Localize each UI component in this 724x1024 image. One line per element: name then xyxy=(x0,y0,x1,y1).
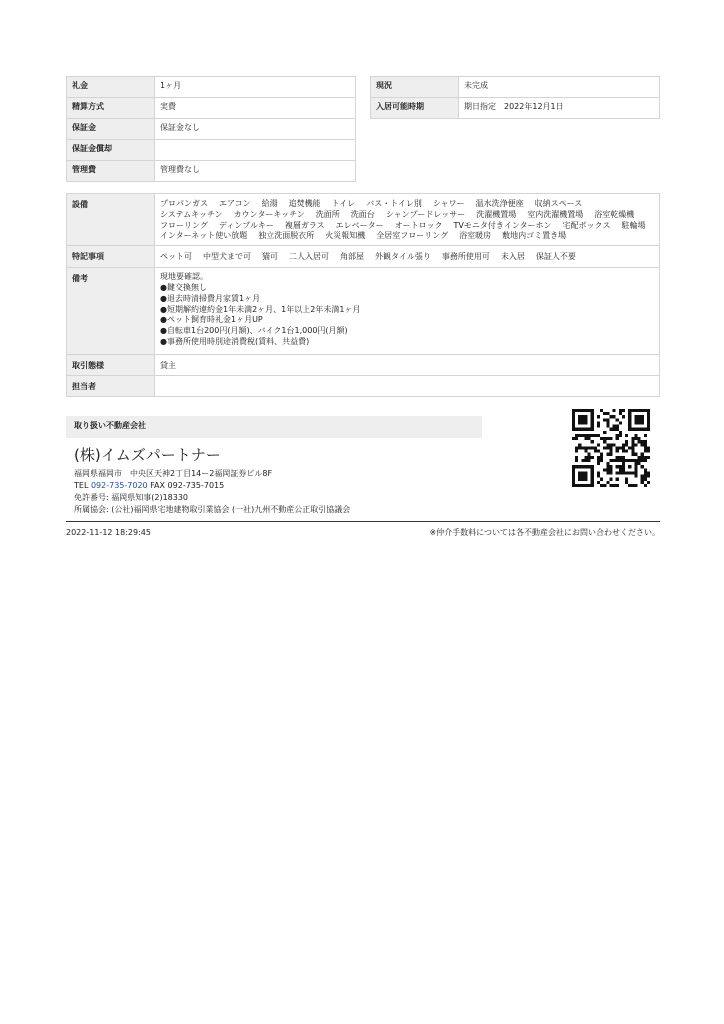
transaction-value: 貸主 xyxy=(155,354,660,375)
facility-item: TVモニタ付きインターホン xyxy=(453,220,552,230)
facility-item: 洗濯機置場 xyxy=(476,209,517,219)
facility-item: 室内洗濯機置場 xyxy=(527,209,584,219)
special-note-item: 猫可 xyxy=(262,252,278,262)
table-row xyxy=(67,375,660,396)
facilities-list xyxy=(160,199,654,242)
facility-item: 火災報知機 xyxy=(325,231,366,241)
fax-label: FAX xyxy=(150,481,165,490)
move-in-label: 入居可能時期 xyxy=(371,98,459,119)
table-row xyxy=(67,119,356,140)
facility-item: ディンプルキー xyxy=(218,220,274,230)
facility-item: エレベーター xyxy=(335,220,384,230)
table-row xyxy=(67,77,356,98)
facilities-value xyxy=(155,194,660,246)
key-money-value: 1ヶ月 xyxy=(155,77,356,98)
qr-code-icon xyxy=(572,409,650,487)
status-table xyxy=(370,76,660,119)
management-fee-label: 管理費 xyxy=(67,161,155,182)
table-row xyxy=(67,98,356,119)
facility-item: フローリング xyxy=(160,220,208,230)
facility-item: 複層ガラス xyxy=(284,220,325,230)
facility-item: バス・トイレ別 xyxy=(366,199,422,208)
details-table xyxy=(66,193,660,397)
table-row xyxy=(371,98,660,119)
facility-item: 全居室フローリング xyxy=(376,231,449,241)
remark-line: 現地要確認。 xyxy=(160,272,208,282)
company-section-header: 取り扱い不動産会社 xyxy=(66,416,482,438)
table-row xyxy=(67,246,660,268)
facility-item: 収納スペース xyxy=(534,199,583,208)
facility-item: 独立洗面脱衣所 xyxy=(258,231,315,241)
remark-line: ●短期解約違約金1年未満2ヶ月、1年以上2年未満1ヶ月 xyxy=(160,304,361,314)
facility-item: トイレ xyxy=(331,199,356,208)
company-address: 福岡県福岡市 中央区天神2丁目14ー2福岡証券ビル8F xyxy=(74,469,273,478)
remark-line: ●鍵交換無し xyxy=(160,282,207,292)
deposit-amortization-value xyxy=(155,140,356,161)
facility-item: プロパンガス xyxy=(160,199,208,208)
divider xyxy=(66,521,660,522)
facility-item: 敷地内ゴミ置き場 xyxy=(502,231,567,241)
move-in-value: 期日指定 2022年12月1日 xyxy=(459,98,660,119)
facility-item: 洗面所 xyxy=(315,209,340,219)
license-number: 免許番号: 福岡県知事(2)18330 xyxy=(74,493,189,502)
table-row xyxy=(67,140,356,161)
special-note-item: 事務所使用可 xyxy=(441,252,490,262)
special-notes-label: 特記事項 xyxy=(67,246,155,268)
remark-line: ●ペット飼育時礼金1ヶ月UP xyxy=(160,315,263,325)
rent-terms-table xyxy=(66,76,356,182)
brokerage-fee-note: ※仲介手数料については各不動産会社にお問い合わせください。 xyxy=(429,528,660,537)
facility-item: シャンプードレッサー xyxy=(385,209,466,219)
special-note-item: ペット可 xyxy=(160,252,192,262)
deposit-value: 保証金なし xyxy=(155,119,356,140)
special-note-item: 外観タイル張り xyxy=(375,252,431,262)
facility-item: 洗面台 xyxy=(350,209,375,219)
settlement-label: 精算方式 xyxy=(67,98,155,119)
facility-item: インターネット使い放題 xyxy=(160,231,248,241)
table-row xyxy=(67,161,356,182)
remark-line: ●事務所使用時別途消費税(賃料、共益費) xyxy=(160,336,310,346)
facility-item: シャワー xyxy=(432,199,465,208)
remarks-list xyxy=(160,272,654,348)
remarks-value xyxy=(155,268,660,355)
key-money-label: 礼金 xyxy=(67,77,155,98)
facility-item: 宅配ボックス xyxy=(562,220,611,230)
special-note-item: 未入居 xyxy=(500,252,525,262)
person-in-charge-label: 担当者 xyxy=(67,375,155,396)
company-info xyxy=(74,468,350,516)
transaction-label: 取引態様 xyxy=(67,354,155,375)
facilities-label: 設備 xyxy=(67,194,155,246)
special-notes-list xyxy=(160,252,654,263)
facility-item: 温水洗浄便座 xyxy=(475,199,524,208)
facility-item: カウンターキッチン xyxy=(233,209,305,219)
person-in-charge-value xyxy=(155,375,660,396)
deposit-amortization-label: 保証金償却 xyxy=(67,140,155,161)
facility-item: 駐輪場 xyxy=(621,220,646,230)
special-note-item: 角部屋 xyxy=(340,252,364,262)
remark-line: ●自転車1台200円(月額)、バイク1台1,000円(月額) xyxy=(160,326,348,336)
special-note-item: 二人入居可 xyxy=(289,252,329,262)
facility-item: 浴室乾燥機 xyxy=(594,209,635,219)
special-notes-value xyxy=(155,246,660,268)
table-row xyxy=(67,268,660,355)
status-value: 未完成 xyxy=(459,77,660,98)
table-row xyxy=(371,77,660,98)
management-fee-value: 管理費なし xyxy=(155,161,356,182)
special-note-item: 中型犬まで可 xyxy=(203,252,251,262)
remarks-label: 備考 xyxy=(67,268,155,355)
facility-item: システムキッチン xyxy=(160,209,223,219)
facility-item: 給湯 xyxy=(261,199,278,208)
print-timestamp: 2022-11-12 18:29:45 xyxy=(66,528,151,537)
fax-number: 092-735-7015 xyxy=(167,481,225,490)
settlement-value: 実費 xyxy=(155,98,356,119)
special-note-item: 保証人不要 xyxy=(535,252,576,262)
deposit-label: 保証金 xyxy=(67,119,155,140)
tel-label: TEL xyxy=(74,481,89,490)
facility-item: エアコン xyxy=(219,199,251,208)
table-row xyxy=(67,194,660,246)
facility-item: 浴室暖房 xyxy=(459,231,492,241)
company-contact xyxy=(74,480,350,492)
status-label: 現況 xyxy=(371,77,459,98)
company-name: (株)イムズパートナー xyxy=(74,446,221,464)
association: 所属協会: (公社)福岡県宅地建物取引業協会 (一社)九州不動産公正取引協議会 xyxy=(74,505,351,514)
facility-item: 追焚機能 xyxy=(288,199,321,208)
remark-line: ●退去時清掃費月家賃1ヶ月 xyxy=(160,293,261,303)
tel-link[interactable]: 092-735-7020 xyxy=(90,481,148,490)
facility-item: オートロック xyxy=(394,220,443,230)
table-row xyxy=(67,354,660,375)
